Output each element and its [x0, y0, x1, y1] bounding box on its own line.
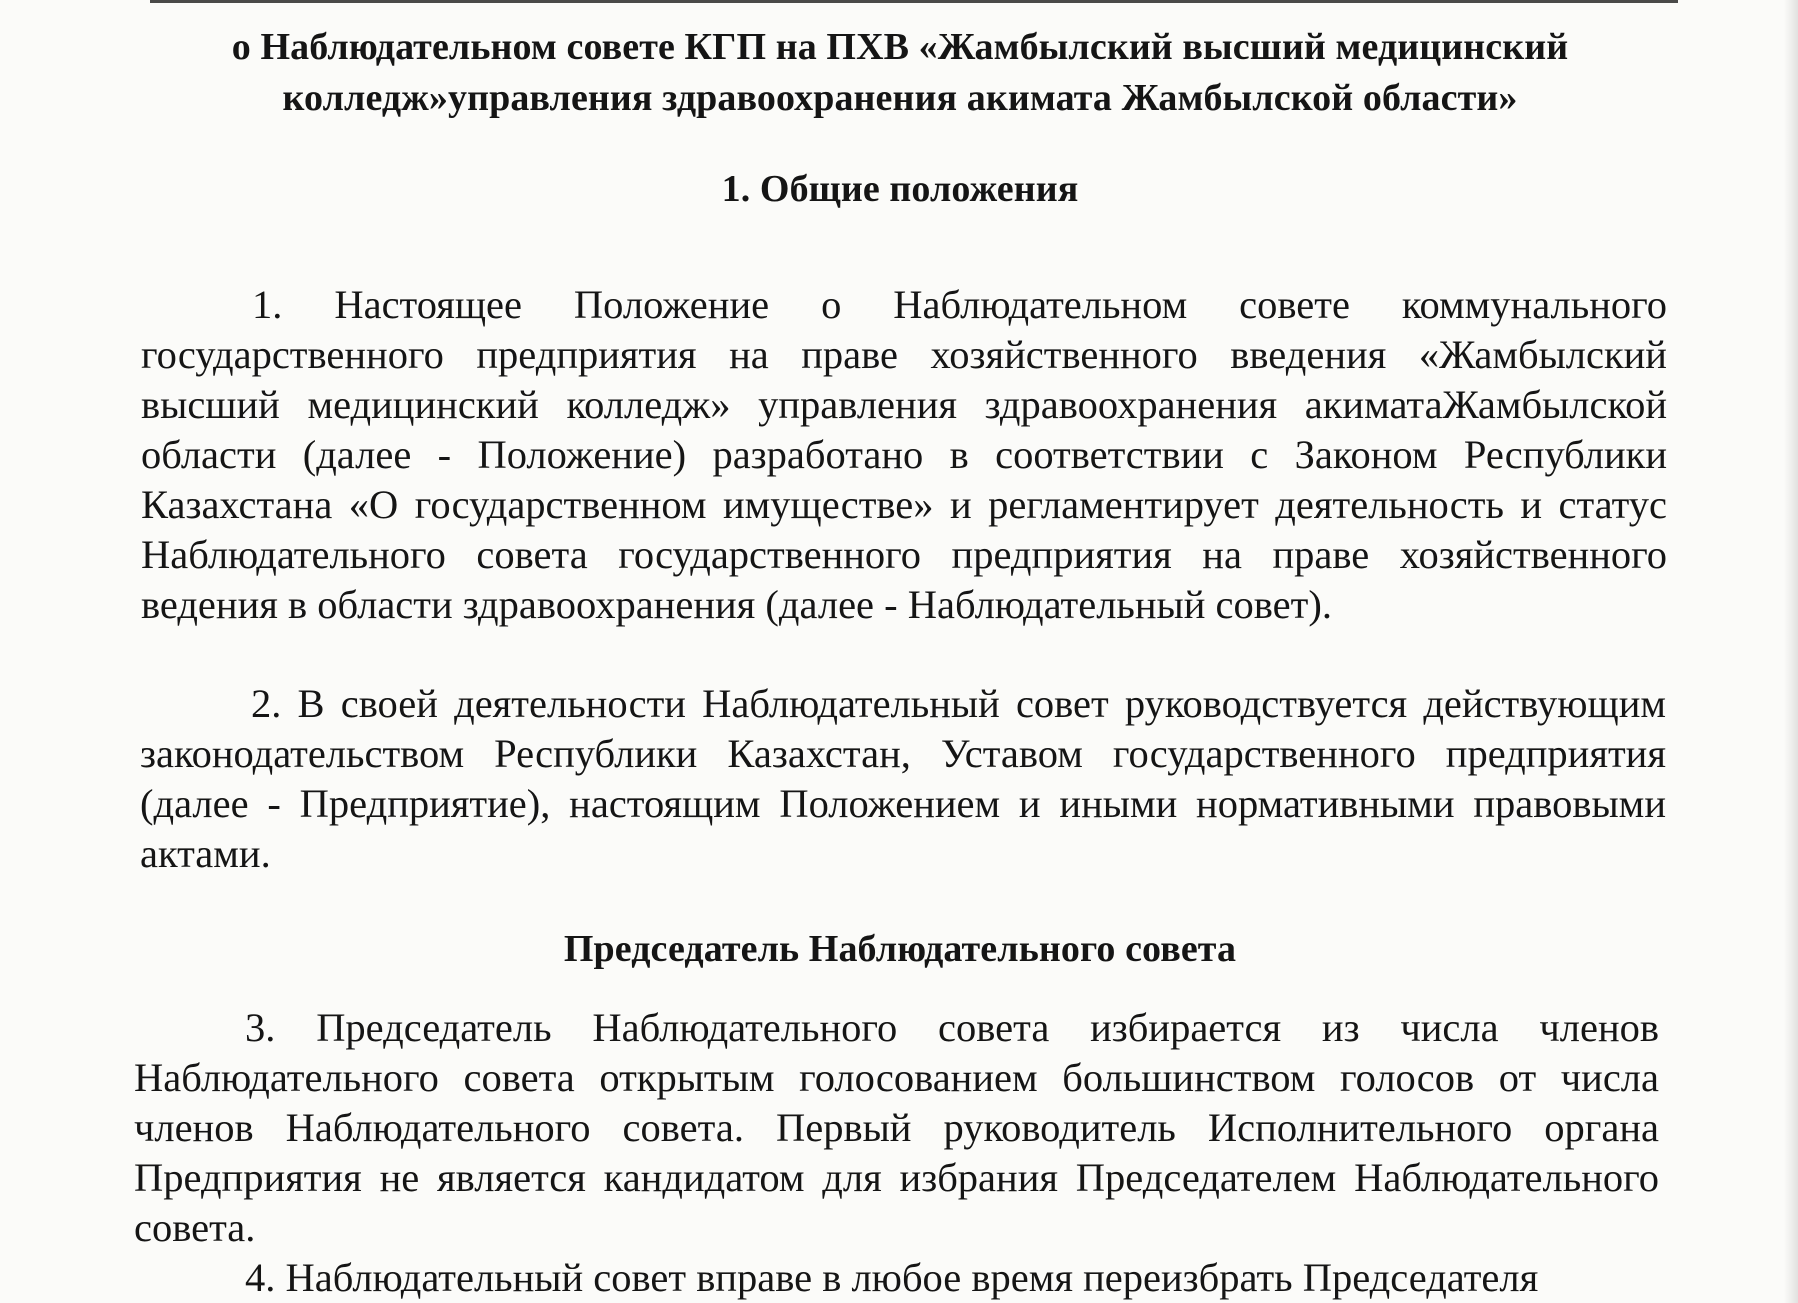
paragraph-3: 3. Председатель Наблюдательного совета избирается из числа членов Наблюдательного совета открытым голосованием большинством голосов от числа членов Наблюдательного совета. Первый руководитель Исполнительного органа Предприятия не является кандидатом для избрания Председателем Наблюдательного совета.: [134, 1005, 1659, 1250]
document-title: о Наблюдательном совете КГП на ПХВ «Жамбылский высший медицинский колледж»управления здравоохранения акимата Жамбылской области»: [231, 26, 1569, 119]
section-heading-chair: Председатель Наблюдательного совета: [563, 928, 1237, 970]
section-heading-general: 1. Общие положения: [721, 168, 1079, 210]
paragraph-2: 2. В своей деятельности Наблюдательный совет руководствуется действующим законодательством Республики Казахстан, Уставом государственного предприятия (далее - Предприятие), настоящим Положением и иными нормативными правовыми актами.: [140, 681, 1666, 876]
page-edge-shadow: [1784, 0, 1798, 1303]
paragraph-1: 1. Настоящее Положение о Наблюдательном совете коммунального государственного предприятия на праве хозяйственного введения «Жамбылский высший медицинский колледж» управления здравоохранения акиматаЖамбылской области (далее - Положение) разработано в соответствии с Законом Республики Казахстана «О государственном имуществе» и регламентирует деятельность и статус Наблюдательного совета государственного предприятия на праве хозяйственного ведения в области здравоохранения (далее - Наблюдательный совет).: [141, 282, 1667, 627]
top-divider: [150, 0, 1678, 3]
paragraph-4: 4. Наблюдательный совет вправе в любое время переизбрать Председателя: [245, 1255, 1539, 1300]
